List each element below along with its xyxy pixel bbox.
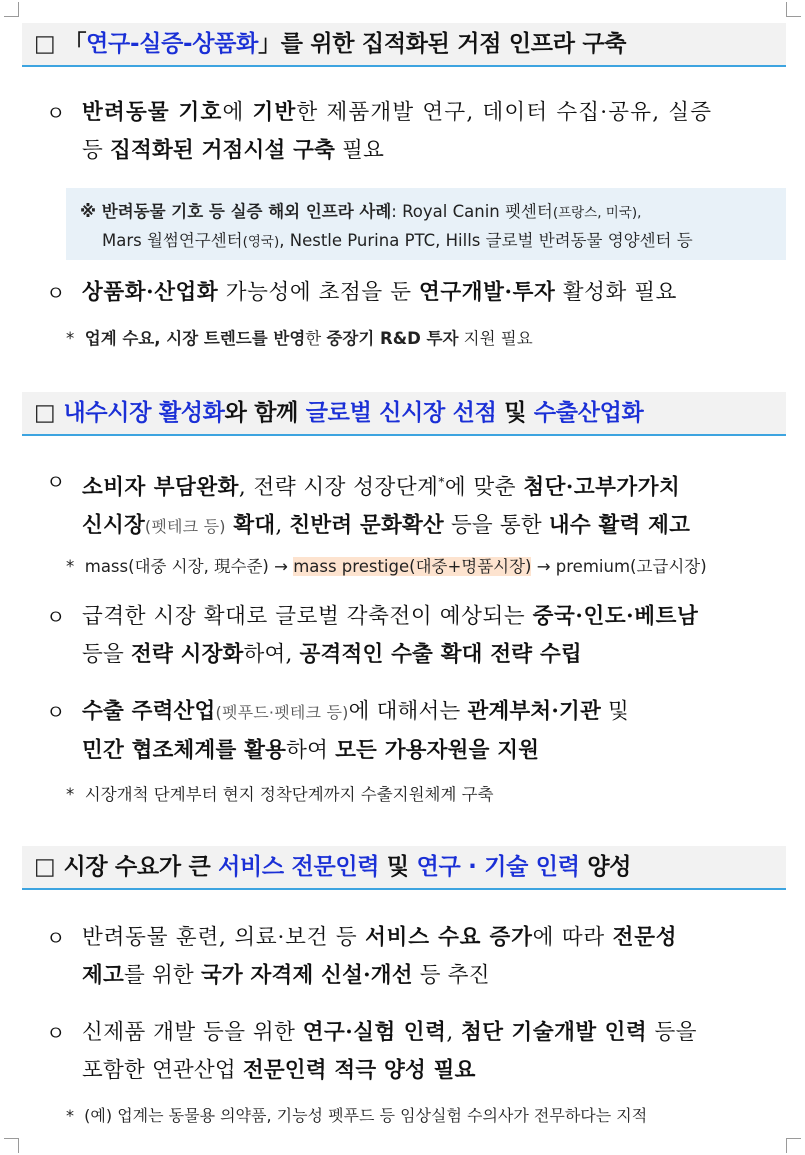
bold-text: 내수 활력 제고 (548, 513, 691, 539)
bold-text: 친반려 문화확산 (289, 513, 444, 539)
page-corner-mark (4, 1138, 19, 1153)
text: : Royal Canin 펫센터 (391, 202, 553, 221)
bullet-item (46, 463, 788, 546)
bullet-line (82, 957, 788, 995)
text: 에 (222, 100, 253, 125)
heading-highlight: 내수시장 활성화 (63, 400, 225, 426)
text: , (446, 1020, 462, 1045)
bold-text: 첨단·고부가가치 (523, 475, 681, 501)
text: 를 위한 (123, 963, 201, 988)
bullet-line (82, 598, 788, 636)
text: 및 (600, 699, 629, 724)
text: 등을 (82, 642, 131, 667)
note-star: * (66, 329, 75, 348)
bold-text: 국가 자격제 신설·개선 (200, 963, 413, 988)
text: 지원 필요 (458, 329, 533, 348)
text: 반려동물 훈련, 의료·보건 등 (82, 925, 366, 950)
text: 시장개척 단계부터 현지 정착단계까지 수출지원체계 구축 (84, 785, 494, 804)
text: Mars 월썸연구센터 (102, 231, 243, 250)
bullet-line (82, 1014, 788, 1052)
bullet-marker: ㅇ (46, 1021, 66, 1045)
text: 하여 (286, 738, 336, 763)
bold-text: 연구개발·투자 (419, 280, 556, 305)
bold-text: 소비자 부담완화 (82, 475, 239, 501)
checkbox-marker: □ (34, 400, 56, 426)
section-heading-2 (22, 392, 786, 436)
bold-text: 제고 (82, 963, 124, 988)
text: 하여, (243, 642, 300, 667)
bold-text: 전략 시장화 (130, 642, 244, 667)
bullet-line (82, 636, 788, 674)
text: 에 맞춘 (444, 475, 524, 501)
overseas-case-box (66, 188, 786, 260)
page-corner-mark (786, 1138, 801, 1153)
bullet-line (82, 507, 788, 546)
bold-text: 중장기 R&D 투자 (326, 329, 459, 348)
bold-text: 기반 (252, 100, 297, 125)
text: 포함한 연관산업 (82, 1058, 243, 1083)
text: (펫테크 등) (144, 517, 226, 537)
case-line-1 (80, 198, 774, 227)
highlighted-text: mass prestige(대중+명품시장) (293, 557, 532, 576)
heading-highlight: 수출산업화 (533, 400, 644, 426)
heading-highlight: 연구 · 기술 인력 (416, 854, 580, 880)
bullet-line (82, 732, 788, 770)
checkbox-marker: □ (34, 31, 56, 57)
text: 활성화 필요 (555, 280, 678, 305)
bold-text: 반려동물 기호 (82, 100, 223, 125)
bold-text: 확대 (225, 513, 276, 539)
bold-text: 공격적인 수출 확대 전략 수립 (299, 642, 582, 667)
heading-text: 「 (63, 31, 87, 57)
bullet-marker: ㅇ (46, 605, 66, 629)
text: 한 제품개발 연구, 데이터 수집·공유, 실증 (296, 100, 713, 125)
text: → premium(고급시장) (531, 557, 707, 576)
bold-text: 연구·실험 인력 (302, 1020, 447, 1045)
bullet-line (82, 274, 788, 312)
heading-highlight: 글로벌 신시장 선점 (305, 400, 497, 426)
bold-text: 첨단 기술개발 인력 (461, 1020, 648, 1045)
bold-text: 상품화·산업화 (82, 280, 219, 305)
bold-text: 서비스 수요 증가 (365, 925, 533, 950)
note-star: * (66, 557, 75, 576)
bullet-line (82, 1052, 788, 1090)
bullet-marker: ㅇ (46, 101, 66, 125)
text: , (275, 513, 290, 539)
bold-text: 집적화된 거점시설 구축 (110, 138, 336, 163)
text: 등을 (647, 1020, 698, 1045)
bold-text: 전문성 (612, 925, 678, 950)
bullet-line (82, 463, 788, 507)
bold-text: 업계 수요, 시장 트렌드를 반영 (84, 329, 306, 348)
text: 신제품 개발 등을 위한 (82, 1020, 303, 1045)
checkbox-marker: □ (34, 854, 56, 880)
heading-text: 」를 위한 집적화된 거점 인프라 구축 (258, 31, 627, 57)
text: (영국) (242, 234, 280, 250)
case-lead: ※ 반려동물 기호 등 실증 해외 인프라 사례 (80, 202, 392, 221)
page-corner-mark (786, 2, 801, 17)
bullet-line (82, 693, 788, 732)
footnote (66, 555, 786, 579)
note-star: * (66, 785, 75, 804)
bullet-line (82, 94, 788, 132)
heading-text: 및 (379, 854, 417, 880)
bullet-item (46, 1014, 788, 1090)
section-heading-3 (22, 846, 786, 890)
bullet-marker: ㅇ (46, 700, 66, 724)
case-line-2 (80, 227, 774, 256)
text: , Nestle Purina PTC, Hills 글로벌 반려동물 영양센터 등 (279, 231, 693, 250)
note-star: * (66, 1106, 74, 1125)
section-heading-1 (22, 23, 786, 67)
text: (펫푸드·펫테크 등) (215, 703, 349, 722)
bullet-item (46, 598, 788, 674)
bullet-marker: ㅇ (46, 281, 66, 305)
text: 등 추진 (412, 963, 490, 988)
bold-text: 중국·인도·베트남 (532, 604, 699, 629)
text: (프랑스, 미국), (552, 205, 642, 221)
text: 가능성에 초점을 둔 (218, 280, 420, 305)
heading-text: 양성 (579, 854, 632, 880)
heading-highlight: 서비스 전문인력 (218, 854, 380, 880)
bullet-marker: ㅇ (46, 470, 66, 494)
text: 에 대해서는 (348, 699, 468, 724)
text: (예) 업계는 동물용 의약품, 기능성 펫푸드 등 임상실험 수의사가 전무하다는 지적 (84, 1106, 648, 1125)
text: 등 (82, 138, 111, 163)
bold-text: 신시장 (82, 513, 145, 539)
bullet-line (82, 919, 788, 957)
text: , 전략 시장 성장단계 (238, 475, 439, 501)
page-corner-mark (4, 2, 19, 17)
bullet-item (46, 919, 788, 995)
bold-text: 관계부처·기관 (467, 699, 601, 724)
text: 한 (305, 329, 327, 348)
bullet-item (46, 94, 788, 170)
footnote (66, 783, 786, 807)
heading-text: 와 함께 (224, 400, 306, 426)
text: 급격한 시장 확대로 글로벌 각축전이 예상되는 (82, 604, 533, 629)
bullet-marker: ㅇ (46, 926, 66, 950)
text: 필요 (335, 138, 385, 163)
bullet-item (46, 693, 788, 770)
bullet-line (82, 132, 788, 170)
footnote-mark: * (438, 475, 445, 489)
bold-text: 민간 협조체계를 활용 (82, 738, 287, 763)
bold-text: 모든 가용자원을 지원 (335, 738, 540, 763)
footnote (66, 327, 786, 351)
bold-text: 수출 주력산업 (82, 699, 216, 724)
bold-text: 전문인력 적극 양성 필요 (242, 1058, 476, 1083)
heading-highlight: 연구-실증-상품화 (86, 31, 259, 57)
text: 등을 통한 (443, 513, 549, 539)
heading-text: 및 (496, 400, 534, 426)
text: 에 따라 (532, 925, 613, 950)
footnote (66, 1104, 786, 1128)
bullet-item (46, 274, 788, 312)
text: mass(대중 시장, 現수준) → (84, 557, 294, 576)
heading-text: 시장 수요가 큰 (63, 854, 219, 880)
